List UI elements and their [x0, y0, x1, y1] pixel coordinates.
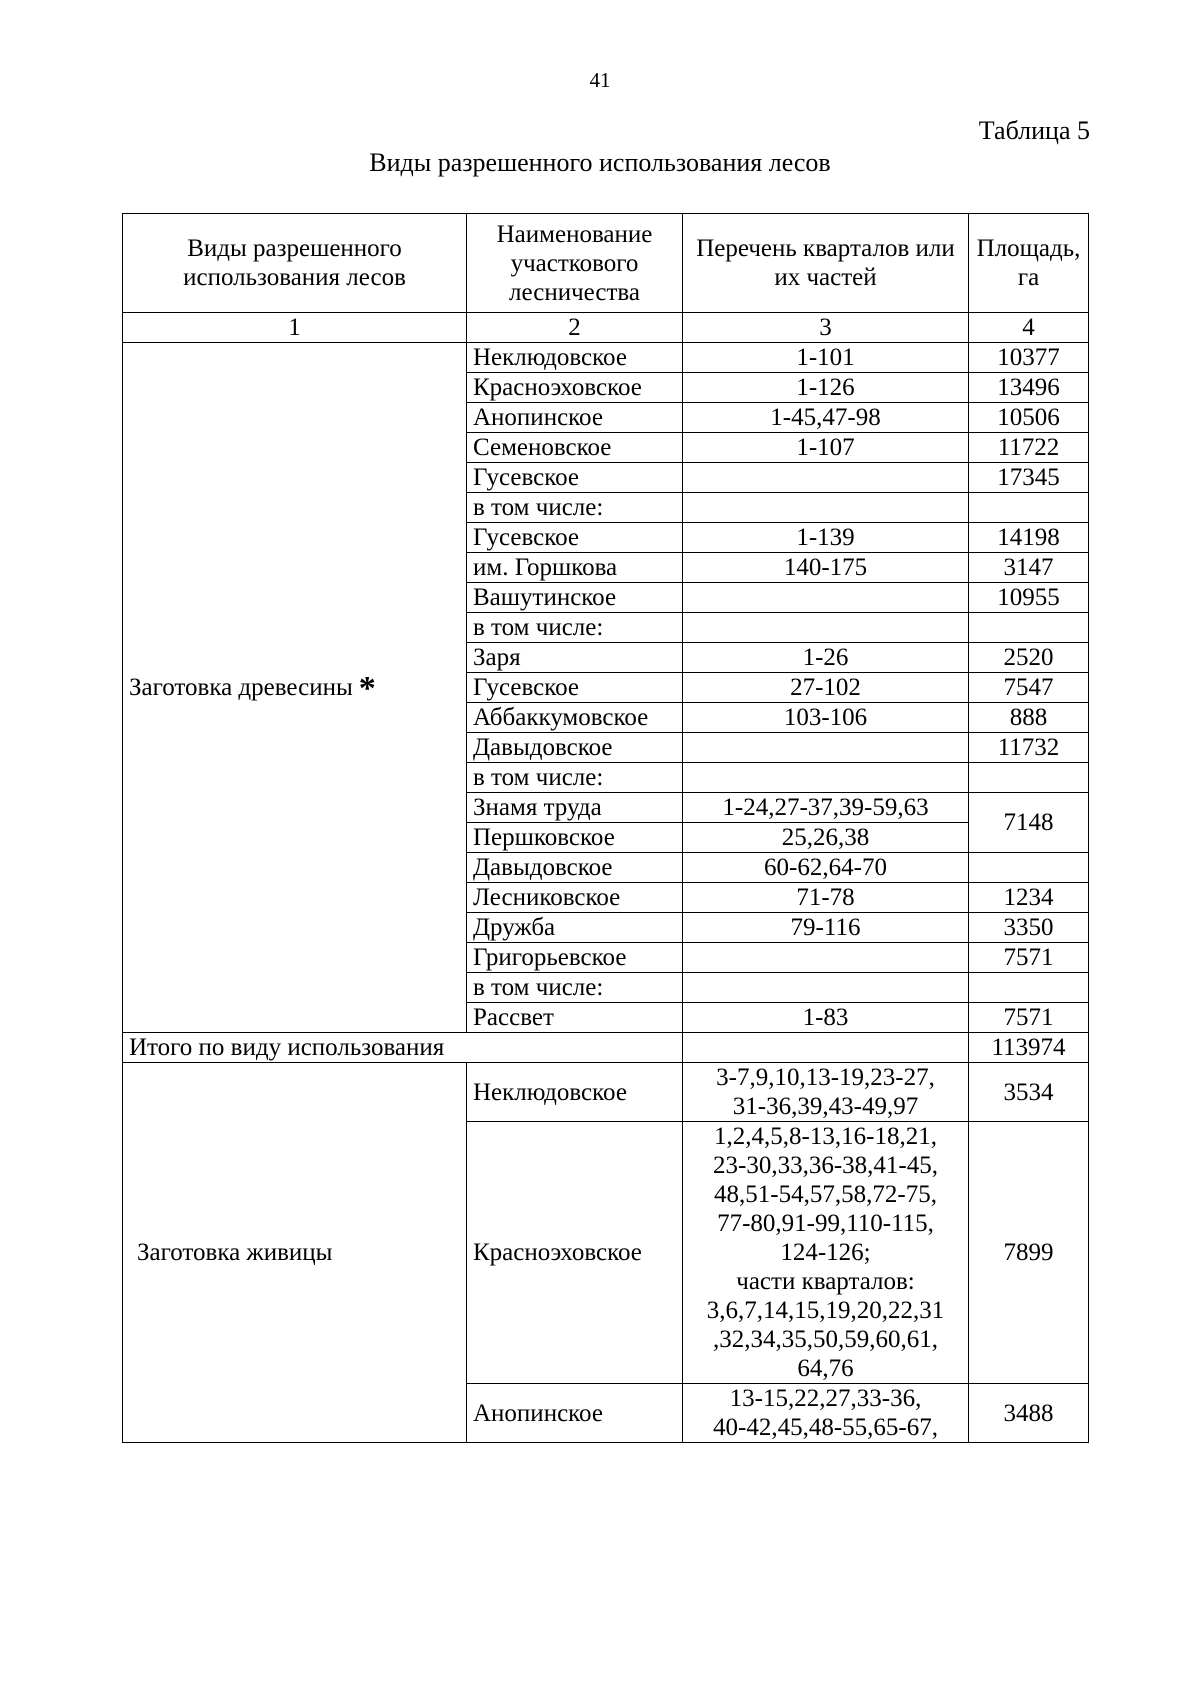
table-label: Таблица 5 [978, 116, 1090, 145]
header-forestry: Наименование участкового лесничества [467, 214, 683, 313]
header-blocks: Перечень кварталов или их частей [683, 214, 969, 313]
forestry-name: Давыдовское [467, 853, 683, 883]
forestry-name: Лесниковское [467, 883, 683, 913]
forestry-name: им. Горшкова [467, 553, 683, 583]
area-value: 10955 [969, 583, 1089, 613]
area-value: 1234 [969, 883, 1089, 913]
block-list-line: 3,6,7,14,15,19,20,22,31 [706, 1297, 945, 1324]
block-list [683, 1033, 969, 1063]
area-value: 7899 [969, 1122, 1089, 1384]
forestry-name: в том числе: [467, 973, 683, 1003]
total-row [123, 1033, 1089, 1063]
block-list: 140-175 [683, 553, 969, 583]
area-value: 3350 [969, 913, 1089, 943]
forest-use-table [122, 213, 1089, 1443]
block-list: 1-126 [683, 373, 969, 403]
total-area: 113974 [969, 1033, 1089, 1063]
area-value: 3147 [969, 553, 1089, 583]
forestry-name: Красноэховское [467, 373, 683, 403]
area-value [969, 973, 1089, 1003]
forestry-name: Неклюдовское [467, 1063, 683, 1122]
block-list [683, 1384, 969, 1443]
forestry-name: Семеновское [467, 433, 683, 463]
area-value: 13496 [969, 373, 1089, 403]
block-list: 25,26,38 [683, 823, 969, 853]
area-value: 7547 [969, 673, 1089, 703]
block-list: 1-45,47-98 [683, 403, 969, 433]
block-list: 1-83 [683, 1003, 969, 1033]
col-number: 1 [123, 313, 467, 343]
block-list: 1-26 [683, 643, 969, 673]
block-list-line: 48,51-54,57,58,72-75, [714, 1181, 937, 1208]
forestry-name: Григорьевское [467, 943, 683, 973]
use-kind-label: Заготовка древесины [129, 673, 353, 701]
area-value [969, 853, 1089, 883]
header-area: Площадь, га [969, 214, 1089, 313]
block-list [683, 973, 969, 1003]
use-kind-cell [123, 343, 467, 1033]
col-number: 3 [683, 313, 969, 343]
forestry-name: Рассвет [467, 1003, 683, 1033]
forestry-name: Давыдовское [467, 733, 683, 763]
area-value: 14198 [969, 523, 1089, 553]
area-value [969, 493, 1089, 523]
area-value: 11722 [969, 433, 1089, 463]
forestry-name: в том числе: [467, 763, 683, 793]
block-list [683, 463, 969, 493]
area-value: 3534 [969, 1063, 1089, 1122]
page-number: 41 [589, 68, 611, 92]
column-number-row [123, 313, 1089, 343]
block-list-line: части кварталов: [736, 1268, 915, 1295]
block-list [683, 763, 969, 793]
block-list: 1-107 [683, 433, 969, 463]
area-value: 2520 [969, 643, 1089, 673]
block-list-line: 1,2,4,5,8-13,16-18,21, [714, 1123, 937, 1150]
area-value [969, 613, 1089, 643]
block-list [683, 1063, 969, 1122]
block-list-line: ,32,34,35,50,59,60,61, [713, 1326, 938, 1353]
forestry-name: в том числе: [467, 613, 683, 643]
forestry-name: Гусевское [467, 463, 683, 493]
header-kind: Виды разрешенного использования лесов [123, 214, 467, 313]
forestry-name: Вашутинское [467, 583, 683, 613]
use-kind-cell: Заготовка живицы [123, 1063, 467, 1443]
forestry-name: Гусевское [467, 673, 683, 703]
area-value: 3488 [969, 1384, 1089, 1443]
block-list-line: 77-80,91-99,110-115, [717, 1210, 934, 1237]
table-body [123, 214, 1089, 1443]
block-list [683, 613, 969, 643]
forestry-name: Красноэховское [467, 1122, 683, 1384]
block-list: 1-139 [683, 523, 969, 553]
block-list [683, 493, 969, 523]
area-value: 7571 [969, 943, 1089, 973]
area-value [969, 763, 1089, 793]
block-list [683, 1122, 969, 1384]
forestry-name: Гусевское [467, 523, 683, 553]
block-list-line: 23-30,33,36-38,41-45, [713, 1152, 938, 1179]
forestry-name: Першковское [467, 823, 683, 853]
block-list-line: 13-15,22,27,33-36, [729, 1385, 922, 1412]
table-caption: Виды разрешенного использования лесов [369, 148, 831, 177]
area-value: 7148 [969, 793, 1089, 853]
table-row [123, 1063, 1089, 1122]
block-list-line: 40-42,45,48-55,65-67, [713, 1414, 938, 1441]
footnote-asterisk: * [358, 669, 376, 707]
block-list: 27-102 [683, 673, 969, 703]
block-list: 60-62,64-70 [683, 853, 969, 883]
forestry-name: Неклюдовское [467, 343, 683, 373]
col-number: 4 [969, 313, 1089, 343]
col-number: 2 [467, 313, 683, 343]
area-value: 17345 [969, 463, 1089, 493]
forestry-name: Дружба [467, 913, 683, 943]
block-list [683, 583, 969, 613]
block-list-line: 31-36,39,43-49,97 [732, 1093, 919, 1120]
block-list-line: 124-126; [780, 1239, 871, 1266]
area-value: 10506 [969, 403, 1089, 433]
forestry-name: Заря [467, 643, 683, 673]
forestry-name: Знамя труда [467, 793, 683, 823]
forestry-name: Аббаккумовское [467, 703, 683, 733]
forestry-name: Анопинское [467, 403, 683, 433]
block-list: 103-106 [683, 703, 969, 733]
block-list [683, 943, 969, 973]
block-list: 79-116 [683, 913, 969, 943]
block-list [683, 733, 969, 763]
area-value: 7571 [969, 1003, 1089, 1033]
table-row [123, 343, 1089, 373]
block-list-line: 3-7,9,10,13-19,23-27, [716, 1064, 935, 1091]
forestry-name: в том числе: [467, 493, 683, 523]
area-value: 888 [969, 703, 1089, 733]
area-value: 10377 [969, 343, 1089, 373]
block-list: 1-24,27-37,39-59,63 [683, 793, 969, 823]
block-list: 1-101 [683, 343, 969, 373]
forestry-name: Анопинское [467, 1384, 683, 1443]
area-value: 11732 [969, 733, 1089, 763]
total-label: Итого по виду использования [123, 1033, 683, 1063]
header-row [123, 214, 1089, 313]
block-list-line: 64,76 [797, 1355, 854, 1382]
block-list: 71-78 [683, 883, 969, 913]
